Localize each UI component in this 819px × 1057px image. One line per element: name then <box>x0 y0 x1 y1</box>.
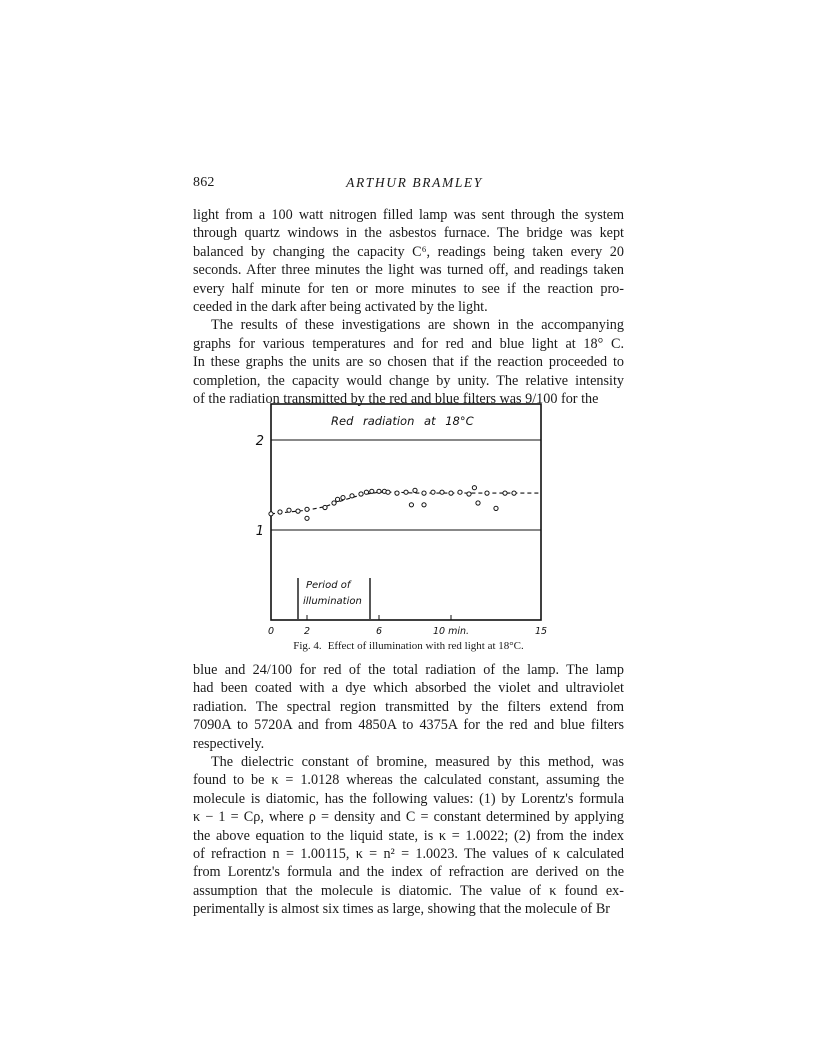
data-point <box>336 497 340 501</box>
data-point <box>449 491 453 495</box>
body-text-bottom <box>193 661 624 919</box>
text-line: seconds. After three minutes the light was turned off, and readings taken <box>193 262 624 279</box>
text-line: radiation. The spectral region transmitted by the filters extend from <box>193 698 624 715</box>
y-tick-label: 1 <box>255 524 264 539</box>
text-line: assumption that the molecule is diatomic. The value of κ found ex- <box>193 882 624 899</box>
text-line: molecule is diatomic, has the following values: (1) by Lorentz's formula <box>193 790 624 807</box>
text-line: every half minute for ten or more minutes to see if the reaction pro- <box>193 280 624 297</box>
text-line: had been coated with a dye which absorbed the violet and ultraviolet <box>193 680 624 697</box>
data-point <box>359 492 363 496</box>
text-line: graphs for various temperatures and for red and blue light at 18° C. <box>193 335 624 352</box>
data-point <box>404 490 408 494</box>
paragraph <box>193 316 624 408</box>
text-line: blue and 24/100 for red of the total radiation of the lamp. The lamp <box>193 662 624 678</box>
annotation-line2: illumination <box>303 596 362 607</box>
trend-line <box>271 492 541 514</box>
annotation-line1: Period of <box>306 580 351 591</box>
text-line: balanced by changing the capacity C⁶, readings being taken every 20 <box>193 243 624 260</box>
data-point <box>409 503 413 507</box>
text-line: from Lorentz's formula and the index of refraction are derived on the <box>193 864 624 881</box>
data-point <box>458 490 462 494</box>
x-tick-label: 15 <box>534 626 548 637</box>
text-line: of the radiation transmitted by the red and blue filters was 9/100 for the <box>193 391 599 408</box>
data-point <box>440 490 444 494</box>
data-point <box>341 496 345 500</box>
text-line: κ − 1 = Cρ, where ρ = density and C = constant determined by applying <box>193 809 624 826</box>
data-point <box>472 486 476 490</box>
text-line: completion, the capacity would change by unity. The relative intensity <box>193 372 624 389</box>
paragraph <box>193 661 624 753</box>
text-line: light from a 100 watt nitrogen filled lamp was sent through the system <box>193 207 624 223</box>
text-line: 7090A to 5720A and from 4850A to 4375A for the red and blue filters <box>193 717 624 734</box>
paragraph <box>193 753 624 919</box>
data-point <box>269 512 273 516</box>
data-point <box>476 501 480 505</box>
data-point <box>467 492 471 496</box>
text-line: The results of these investigations are shown in the accompanying <box>211 317 624 334</box>
text-line: ceeded in the dark after being activated by the light. <box>193 299 488 316</box>
data-point <box>431 490 435 494</box>
data-point <box>422 491 426 495</box>
running-head: ARTHUR BRAMLEY <box>346 175 483 190</box>
data-point <box>287 508 291 512</box>
paragraph <box>193 206 624 316</box>
data-point <box>370 489 374 493</box>
figure-caption-label: Fig. 4. <box>293 640 322 652</box>
figure-caption <box>193 640 624 652</box>
data-point <box>395 491 399 495</box>
x-tick-label: 10 min. <box>432 626 470 637</box>
figure-caption-text: Effect of illumination with red light at 18°C. <box>327 640 524 652</box>
text-line: the above equation to the liquid state, is κ = 1.0022; (2) from the index <box>193 827 624 844</box>
data-point <box>332 501 336 505</box>
text-line: The dielectric constant of bromine, measured by this method, was <box>211 754 624 771</box>
text-line: found to be κ = 1.0128 whereas the calculated constant, assuming the <box>193 772 624 789</box>
data-point <box>364 490 368 494</box>
data-point <box>503 491 507 495</box>
data-point <box>485 491 489 495</box>
body-text-top <box>193 206 624 408</box>
text-line: respectively. <box>193 735 265 752</box>
text-line: In these graphs the units are so chosen that if the reaction proceeded to <box>193 354 624 371</box>
data-point <box>377 489 381 493</box>
data-point <box>386 490 390 494</box>
y-tick-label: 2 <box>255 434 264 449</box>
text-line: perimentally is almost six times as large, showing that the molecule of Br <box>193 901 611 918</box>
data-point <box>296 509 300 513</box>
page-number: 862 <box>193 175 215 190</box>
data-point <box>305 516 309 520</box>
figure <box>256 402 556 652</box>
text-line: through quartz windows in the asbestos furnace. The bridge was kept <box>193 225 624 242</box>
data-point <box>494 506 498 510</box>
data-point <box>512 491 516 495</box>
data-point <box>323 505 327 509</box>
data-point <box>278 510 282 514</box>
data-point <box>305 507 309 511</box>
text-line: of refraction n = 1.00115, κ = n² = 1.0023. The values of κ calculated <box>193 846 624 863</box>
data-point <box>413 488 417 492</box>
x-tick-label: 2 <box>303 626 311 637</box>
x-tick-label: 6 <box>375 626 383 637</box>
chart <box>256 402 556 638</box>
data-point <box>422 503 426 507</box>
x-tick-label: 0 <box>267 626 275 637</box>
data-point <box>350 494 354 498</box>
chart-title: Red radiation at 18°C <box>331 414 474 428</box>
